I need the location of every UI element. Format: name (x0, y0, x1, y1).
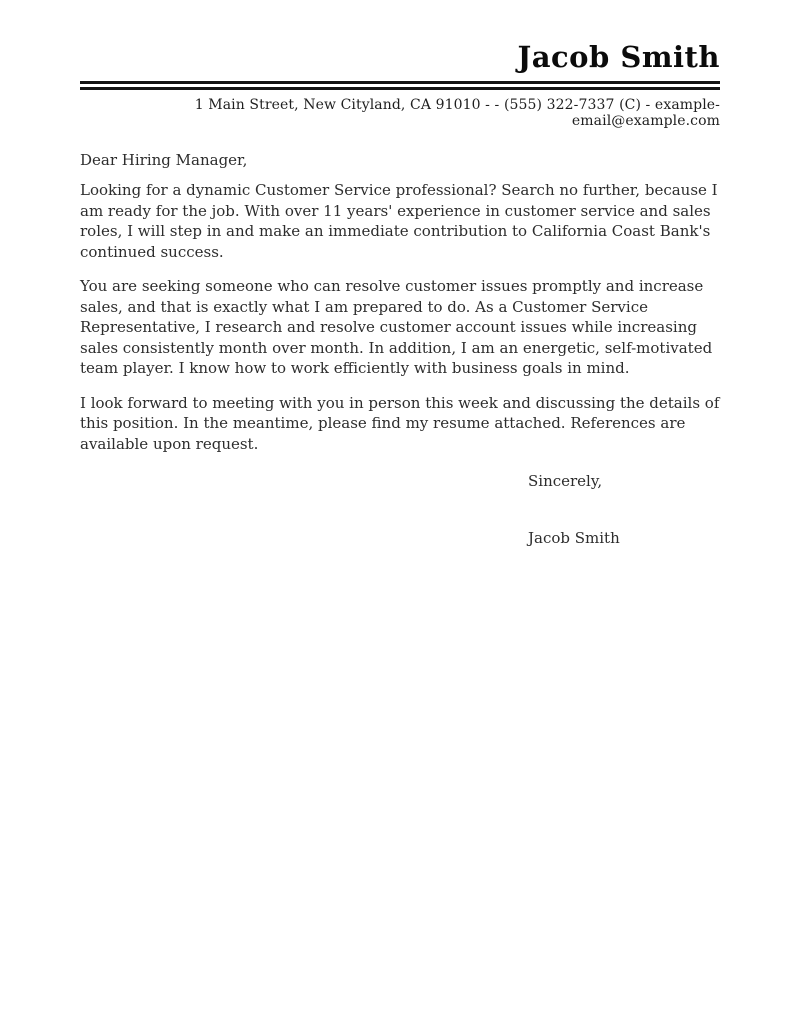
signature-name: Jacob Smith (528, 528, 620, 547)
paragraph-qualifications: You are seeking someone who can resolve customer issues promptly and increase sales, and that is exactly what I am prepared to do. As a Customer Service Representative, I research and resolve customer account issues while increasing sales consistently month over month. In addition, I am an energetic, self-motivated team player. I know how to work efficiently with business goals in mind. (80, 277, 713, 378)
letterhead-name: Jacob Smith (517, 40, 720, 74)
closing-salutation: Sincerely, (528, 472, 603, 491)
closing-block (528, 471, 720, 548)
paragraph-intro: Looking for a dynamic Customer Service professional? Search no further, because I am ready for the job. With over 11 years' experience in customer service and sales roles, I will step in and make an immediate contribution to California Coast Bank's continued success. (80, 181, 718, 261)
letter-body (80, 150, 720, 549)
paragraph-call-to-action: I look forward to meeting with you in person this week and discussing the details of this position. In the meantime, please find my resume attached. References are available upon request. (80, 393, 720, 453)
letterhead-contact: 1 Main Street, New Cityland, CA 91010 - - (555) 322-7337 (C) - example-email@example.com (194, 96, 720, 129)
letterhead-divider (80, 81, 720, 90)
salutation: Dear Hiring Manager, (80, 150, 248, 169)
letterhead (80, 42, 720, 129)
